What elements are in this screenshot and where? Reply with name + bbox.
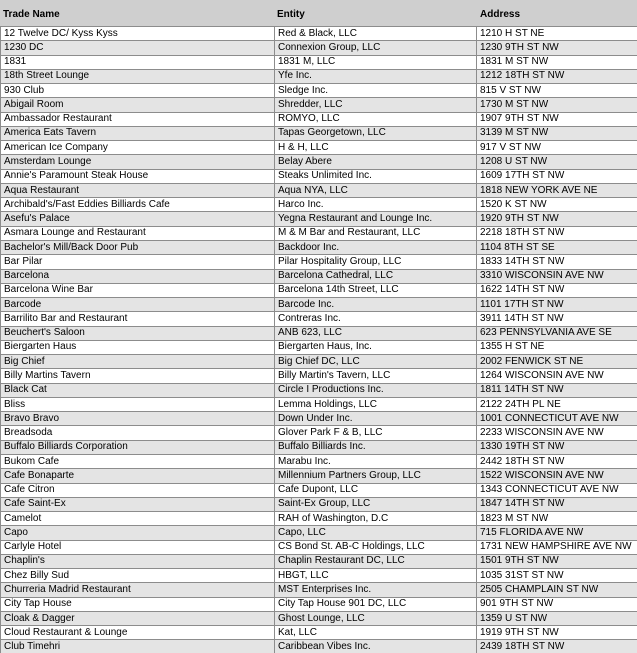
cell-trade-name[interactable]: Buffalo Billiards Corporation	[1, 440, 275, 454]
cell-entity[interactable]: Cafe Dupont, LLC	[275, 483, 477, 497]
cell-address[interactable]: 1831 M ST NW	[477, 55, 637, 69]
cell-trade-name[interactable]: Camelot	[1, 512, 275, 526]
table-row[interactable]	[1, 69, 637, 83]
table-row[interactable]	[1, 383, 637, 397]
cell-trade-name[interactable]: Bliss	[1, 397, 275, 411]
cell-trade-name[interactable]: Billy Martins Tavern	[1, 369, 275, 383]
cell-entity[interactable]: Tapas Georgetown, LLC	[275, 126, 477, 140]
cell-entity[interactable]: Sledge Inc.	[275, 84, 477, 98]
table-row[interactable]	[1, 255, 637, 269]
cell-address[interactable]: 1609 17TH ST NW	[477, 169, 637, 183]
cell-entity[interactable]: Chaplin Restaurant DC, LLC	[275, 554, 477, 568]
cell-entity[interactable]: Connexion Group, LLC	[275, 41, 477, 55]
table-row[interactable]	[1, 312, 637, 326]
table-row[interactable]	[1, 84, 637, 98]
cell-entity[interactable]: Lemma Holdings, LLC	[275, 397, 477, 411]
cell-trade-name[interactable]: Barrilito Bar and Restaurant	[1, 312, 275, 326]
cell-trade-name[interactable]: City Tap House	[1, 597, 275, 611]
cell-address[interactable]: 1035 31ST ST NW	[477, 569, 637, 583]
cell-entity[interactable]: ROMYO, LLC	[275, 112, 477, 126]
cell-trade-name[interactable]: Biergarten Haus	[1, 340, 275, 354]
cell-entity[interactable]: Circle I Productions Inc.	[275, 383, 477, 397]
cell-trade-name[interactable]: Breadsoda	[1, 426, 275, 440]
cell-trade-name[interactable]: 12 Twelve DC/ Kyss Kyss	[1, 27, 275, 41]
cell-address[interactable]: 1731 NEW HAMPSHIRE AVE NW	[477, 540, 637, 554]
table-row[interactable]	[1, 412, 637, 426]
cell-address[interactable]: 1833 14TH ST NW	[477, 255, 637, 269]
cell-entity[interactable]: Saint-Ex Group, LLC	[275, 497, 477, 511]
cell-trade-name[interactable]: 1831	[1, 55, 275, 69]
cell-address[interactable]: 1730 M ST NW	[477, 98, 637, 112]
cell-trade-name[interactable]: Barcelona Wine Bar	[1, 283, 275, 297]
cell-entity[interactable]: Shredder, LLC	[275, 98, 477, 112]
cell-address[interactable]: 815 V ST NW	[477, 84, 637, 98]
table-row[interactable]	[1, 340, 637, 354]
cell-entity[interactable]: Big Chief DC, LLC	[275, 355, 477, 369]
cell-entity[interactable]: Contreras Inc.	[275, 312, 477, 326]
cell-trade-name[interactable]: 930 Club	[1, 84, 275, 98]
cell-trade-name[interactable]: Aqua Restaurant	[1, 183, 275, 197]
cell-address[interactable]: 1907 9TH ST NW	[477, 112, 637, 126]
column-header-trade-name[interactable]: Trade Name	[3, 9, 60, 20]
table-row[interactable]	[1, 569, 637, 583]
cell-trade-name[interactable]: Barcelona	[1, 269, 275, 283]
table-row[interactable]	[1, 55, 637, 69]
table-row[interactable]	[1, 198, 637, 212]
cell-entity[interactable]: Billy Martin's Tavern, LLC	[275, 369, 477, 383]
cell-entity[interactable]: Millennium Partners Group, LLC	[275, 469, 477, 483]
cell-address[interactable]: 1104 8TH ST SE	[477, 240, 637, 254]
table-row[interactable]	[1, 583, 637, 597]
data-table	[0, 26, 637, 653]
cell-address[interactable]: 2439 18TH ST NW	[477, 640, 637, 653]
table-row[interactable]	[1, 626, 637, 640]
cell-entity[interactable]: Harco Inc.	[275, 198, 477, 212]
cell-address[interactable]: 3139 M ST NW	[477, 126, 637, 140]
cell-address[interactable]: 901 9TH ST NW	[477, 597, 637, 611]
cell-trade-name[interactable]: Amsterdam Lounge	[1, 155, 275, 169]
cell-entity[interactable]: Yegna Restaurant and Lounge Inc.	[275, 212, 477, 226]
cell-entity[interactable]: Yfe Inc.	[275, 69, 477, 83]
table-row[interactable]	[1, 155, 637, 169]
cell-entity[interactable]: Marabu Inc.	[275, 454, 477, 468]
cell-entity[interactable]: Barcode Inc.	[275, 298, 477, 312]
table-row[interactable]	[1, 355, 637, 369]
table-row[interactable]	[1, 41, 637, 55]
cell-trade-name[interactable]: Capo	[1, 526, 275, 540]
table-row[interactable]	[1, 283, 637, 297]
cell-address[interactable]: 715 FLORIDA AVE NW	[477, 526, 637, 540]
table-row[interactable]	[1, 397, 637, 411]
cell-address[interactable]: 1522 WISCONSIN AVE NW	[477, 469, 637, 483]
cell-entity[interactable]: Down Under Inc.	[275, 412, 477, 426]
cell-trade-name[interactable]: Club Timehri	[1, 640, 275, 653]
cell-entity[interactable]: Pilar Hospitality Group, LLC	[275, 255, 477, 269]
cell-address[interactable]: 2505 CHAMPLAIN ST NW	[477, 583, 637, 597]
cell-trade-name[interactable]: Archibald's/Fast Eddies Billiards Cafe	[1, 198, 275, 212]
cell-address[interactable]: 1208 U ST NW	[477, 155, 637, 169]
cell-entity[interactable]: Barcelona Cathedral, LLC	[275, 269, 477, 283]
table-body	[1, 27, 637, 653]
cell-address[interactable]: 1811 14TH ST NW	[477, 383, 637, 397]
cell-address[interactable]: 1210 H ST NE	[477, 27, 637, 41]
cell-entity[interactable]: CS Bond St. AB-C Holdings, LLC	[275, 540, 477, 554]
table-row[interactable]	[1, 483, 637, 497]
cell-address[interactable]: 1920 9TH ST NW	[477, 212, 637, 226]
cell-trade-name[interactable]: Cafe Citron	[1, 483, 275, 497]
cell-entity[interactable]: City Tap House 901 DC, LLC	[275, 597, 477, 611]
cell-address[interactable]: 917 V ST NW	[477, 141, 637, 155]
table-row[interactable]	[1, 141, 637, 155]
table-row[interactable]	[1, 183, 637, 197]
cell-trade-name[interactable]: Asmara Lounge and Restaurant	[1, 226, 275, 240]
column-header-address[interactable]: Address	[480, 9, 521, 20]
cell-entity[interactable]: RAH of Washington, D.C	[275, 512, 477, 526]
cell-trade-name[interactable]: Carlyle Hotel	[1, 540, 275, 554]
table-row[interactable]	[1, 212, 637, 226]
cell-address[interactable]: 3310 WISCONSIN AVE NW	[477, 269, 637, 283]
cell-address[interactable]: 1818 NEW YORK AVE NE	[477, 183, 637, 197]
cell-trade-name[interactable]: Asefu's Palace	[1, 212, 275, 226]
table-row[interactable]	[1, 554, 637, 568]
table-row[interactable]	[1, 540, 637, 554]
cell-trade-name[interactable]: Chez Billy Sud	[1, 569, 275, 583]
cell-trade-name[interactable]: Cafe Bonaparte	[1, 469, 275, 483]
table-row[interactable]	[1, 269, 637, 283]
cell-trade-name[interactable]: America Eats Tavern	[1, 126, 275, 140]
cell-trade-name[interactable]: Churreria Madrid Restaurant	[1, 583, 275, 597]
cell-address[interactable]: 1355 H ST NE	[477, 340, 637, 354]
table-row[interactable]	[1, 611, 637, 625]
table-row[interactable]	[1, 27, 637, 41]
cell-trade-name[interactable]: Bukom Cafe	[1, 454, 275, 468]
cell-address[interactable]: 1001 CONNECTICUT AVE NW	[477, 412, 637, 426]
table-row[interactable]	[1, 597, 637, 611]
cell-entity[interactable]: ANB 623, LLC	[275, 326, 477, 340]
cell-entity[interactable]: Red & Black, LLC	[275, 27, 477, 41]
cell-address[interactable]: 1823 M ST NW	[477, 512, 637, 526]
cell-entity[interactable]: Backdoor Inc.	[275, 240, 477, 254]
cell-trade-name[interactable]: Cloud Restaurant & Lounge	[1, 626, 275, 640]
table-row[interactable]	[1, 112, 637, 126]
cell-entity[interactable]: HBGT, LLC	[275, 569, 477, 583]
cell-trade-name[interactable]: Bravo Bravo	[1, 412, 275, 426]
cell-entity[interactable]: Aqua NYA, LLC	[275, 183, 477, 197]
cell-entity[interactable]: Barcelona 14th Street, LLC	[275, 283, 477, 297]
cell-entity[interactable]: Kat, LLC	[275, 626, 477, 640]
cell-address[interactable]: 2442 18TH ST NW	[477, 454, 637, 468]
table-row[interactable]	[1, 512, 637, 526]
cell-trade-name[interactable]: Barcode	[1, 298, 275, 312]
table-row[interactable]	[1, 497, 637, 511]
table-row[interactable]	[1, 98, 637, 112]
table-row[interactable]	[1, 298, 637, 312]
cell-entity[interactable]: Capo, LLC	[275, 526, 477, 540]
cell-trade-name[interactable]: 1230 DC	[1, 41, 275, 55]
cell-address[interactable]: 1264 WISCONSIN AVE NW	[477, 369, 637, 383]
cell-address[interactable]: 2218 18TH ST NW	[477, 226, 637, 240]
cell-address[interactable]: 623 PENNSYLVANIA AVE SE	[477, 326, 637, 340]
cell-entity[interactable]: Buffalo Billiards Inc.	[275, 440, 477, 454]
cell-address[interactable]: 2122 24TH PL NE	[477, 397, 637, 411]
table-row[interactable]	[1, 526, 637, 540]
cell-trade-name[interactable]: Annie's Paramount Steak House	[1, 169, 275, 183]
cell-entity[interactable]: 1831 M, LLC	[275, 55, 477, 69]
cell-trade-name[interactable]: Chaplin's	[1, 554, 275, 568]
table-row[interactable]	[1, 369, 637, 383]
cell-address[interactable]: 1359 U ST NW	[477, 611, 637, 625]
cell-entity[interactable]: Glover Park F & B, LLC	[275, 426, 477, 440]
cell-entity[interactable]: M & M Bar and Restaurant, LLC	[275, 226, 477, 240]
cell-address[interactable]: 1330 19TH ST NW	[477, 440, 637, 454]
cell-address[interactable]: 1212 18TH ST NW	[477, 69, 637, 83]
table-row[interactable]	[1, 426, 637, 440]
cell-address[interactable]: 2002 FENWICK ST NE	[477, 355, 637, 369]
cell-trade-name[interactable]: Bar Pilar	[1, 255, 275, 269]
table-row[interactable]	[1, 169, 637, 183]
cell-trade-name[interactable]: Cafe Saint-Ex	[1, 497, 275, 511]
cell-trade-name[interactable]: Bachelor's Mill/Back Door Pub	[1, 240, 275, 254]
table-row[interactable]	[1, 454, 637, 468]
cell-address[interactable]: 1919 9TH ST NW	[477, 626, 637, 640]
cell-entity[interactable]: MST Enterprises Inc.	[275, 583, 477, 597]
cell-address[interactable]: 1101 17TH ST NW	[477, 298, 637, 312]
cell-address[interactable]: 1343 CONNECTICUT AVE NW	[477, 483, 637, 497]
column-header-entity[interactable]: Entity	[277, 9, 305, 20]
cell-trade-name[interactable]: Black Cat	[1, 383, 275, 397]
cell-entity[interactable]: H & H, LLC	[275, 141, 477, 155]
cell-entity[interactable]: Belay Abere	[275, 155, 477, 169]
table-row[interactable]	[1, 226, 637, 240]
cell-entity[interactable]: Ghost Lounge, LLC	[275, 611, 477, 625]
cell-entity[interactable]: Steaks Unlimited Inc.	[275, 169, 477, 183]
table-row[interactable]	[1, 469, 637, 483]
cell-trade-name[interactable]: Ambassador Restaurant	[1, 112, 275, 126]
table-row[interactable]	[1, 326, 637, 340]
cell-trade-name[interactable]: Abigail Room	[1, 98, 275, 112]
cell-entity[interactable]: Caribbean Vibes Inc.	[275, 640, 477, 653]
table-row[interactable]	[1, 126, 637, 140]
cell-trade-name[interactable]: American Ice Company	[1, 141, 275, 155]
cell-address[interactable]: 1230 9TH ST NW	[477, 41, 637, 55]
table-row[interactable]	[1, 640, 637, 653]
cell-trade-name[interactable]: Cloak & Dagger	[1, 611, 275, 625]
cell-address[interactable]: 2233 WISCONSIN AVE NW	[477, 426, 637, 440]
cell-address[interactable]: 1501 9TH ST NW	[477, 554, 637, 568]
cell-address[interactable]: 3911 14TH ST NW	[477, 312, 637, 326]
cell-address[interactable]: 1520 K ST NW	[477, 198, 637, 212]
cell-address[interactable]: 1622 14TH ST NW	[477, 283, 637, 297]
table-row[interactable]	[1, 240, 637, 254]
cell-entity[interactable]: Biergarten Haus, Inc.	[275, 340, 477, 354]
cell-trade-name[interactable]: Big Chief	[1, 355, 275, 369]
cell-address[interactable]: 1847 14TH ST NW	[477, 497, 637, 511]
header-row	[0, 0, 637, 26]
cell-trade-name[interactable]: Beuchert's Saloon	[1, 326, 275, 340]
table-row[interactable]	[1, 440, 637, 454]
cell-trade-name[interactable]: 18th Street Lounge	[1, 69, 275, 83]
